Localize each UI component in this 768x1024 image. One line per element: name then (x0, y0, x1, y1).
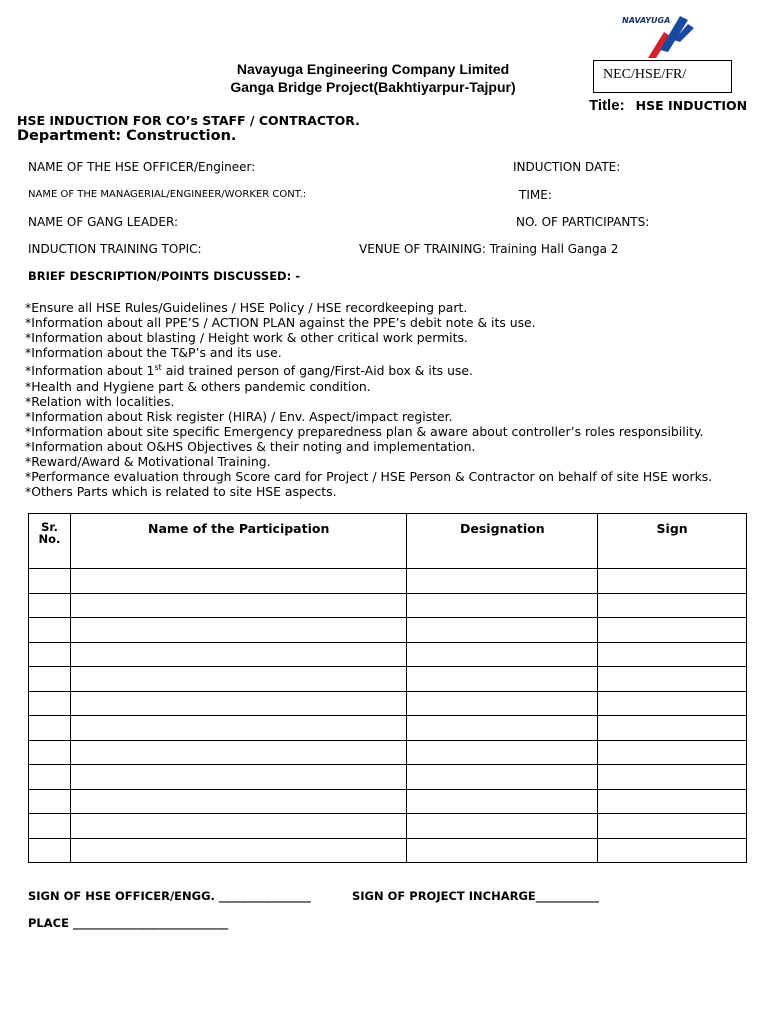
sr-no-cell[interactable] (29, 814, 71, 839)
name-cell[interactable] (70, 814, 406, 839)
point-item: *Health and Hygiene part & others pandemic condition. (25, 378, 371, 394)
training-topic-label: INDUCTION TRAINING TOPIC: (28, 242, 202, 256)
sign-cell[interactable] (598, 789, 747, 814)
table-row (29, 593, 747, 618)
sr-no-cell[interactable] (29, 642, 71, 667)
sign-cell[interactable] (598, 740, 747, 765)
sr-no-cell[interactable] (29, 667, 71, 692)
table-row (29, 667, 747, 692)
name-cell[interactable] (70, 716, 406, 741)
gang-leader-label: NAME OF GANG LEADER: (28, 215, 179, 229)
sign-cell[interactable] (598, 691, 747, 716)
point-item: *Others Parts which is related to site HSE aspects. (25, 484, 337, 500)
sign-cell[interactable] (598, 838, 747, 863)
document-title (589, 95, 747, 114)
participants-count-label: NO. OF PARTICIPANTS: (516, 215, 650, 229)
designation-cell[interactable] (407, 569, 598, 594)
points-list (25, 300, 712, 499)
sr-no-cell[interactable] (29, 618, 71, 643)
table-row (29, 765, 747, 790)
project-name: Ganga Bridge Project(Bakhtiyarpur-Tajpur) (230, 79, 516, 95)
sr-no-cell[interactable] (29, 716, 71, 741)
point-item: *Information about all PPE’S / ACTION PLAN against the PPE’s debit note & its use. (25, 315, 536, 331)
participants-table (28, 513, 747, 863)
sign-cell[interactable] (598, 814, 747, 839)
brief-description-label: BRIEF DESCRIPTION/POINTS DISCUSSED: - (28, 269, 300, 283)
sr-no-cell[interactable] (29, 740, 71, 765)
sign-header: Sign (598, 514, 747, 569)
point-text: *Information about 1 (25, 363, 155, 379)
name-cell[interactable] (70, 618, 406, 643)
designation-cell[interactable] (407, 789, 598, 814)
logo-text: NAVAYUGA (622, 16, 671, 25)
table-row (29, 642, 747, 667)
sign-cell[interactable] (598, 765, 747, 790)
designation-cell[interactable] (407, 740, 598, 765)
title-label: Title: (589, 97, 625, 114)
name-cell[interactable] (70, 691, 406, 716)
sr-no-cell[interactable] (29, 838, 71, 863)
sign-cell[interactable] (598, 593, 747, 618)
point-item: *Information about O&HS Objectives & their noting and implementation. (25, 438, 476, 454)
hse-officer-signature: SIGN OF HSE OFFICER/ENGG. ________________ (28, 889, 311, 903)
sign-cell[interactable] (598, 716, 747, 741)
sr-no-header (29, 514, 71, 569)
reference-number: NEC/HSE/FR/ (603, 67, 687, 82)
point-item: *Reward/Award & Motivational Training. (25, 454, 271, 470)
name-cell[interactable] (70, 642, 406, 667)
sr-no-cell[interactable] (29, 789, 71, 814)
point-item: *Information about site specific Emergency preparedness plan & aware about controller’s roles responsibility. (25, 423, 704, 439)
point-item: *Information about the T&P’s and its use. (25, 345, 282, 361)
reference-number-box (593, 60, 732, 93)
sign-cell[interactable] (598, 642, 747, 667)
name-cell[interactable] (70, 838, 406, 863)
time-label: TIME: (519, 188, 552, 202)
hse-officer-label: NAME OF THE HSE OFFICER/Engineer: (28, 160, 256, 174)
sr-header-line2: No. (38, 532, 61, 546)
name-cell[interactable] (70, 740, 406, 765)
sr-header-line1: Sr. (41, 520, 58, 534)
table-row (29, 569, 747, 594)
point-item: *Information about blasting / Height work & other critical work permits. (25, 330, 468, 346)
project-incharge-signature: SIGN OF PROJECT INCHARGE___________ (352, 889, 600, 903)
designation-cell[interactable] (407, 642, 598, 667)
designation-cell[interactable] (407, 691, 598, 716)
table-row (29, 618, 747, 643)
point-item: *Relation with localities. (25, 393, 175, 409)
name-cell[interactable] (70, 593, 406, 618)
name-cell[interactable] (70, 569, 406, 594)
point-text-rest: aid trained person of gang/First-Aid box & its use. (161, 363, 473, 379)
designation-cell[interactable] (407, 618, 598, 643)
sr-no-cell[interactable] (29, 593, 71, 618)
sign-cell[interactable] (598, 569, 747, 594)
form-heading: HSE INDUCTION FOR CO’s STAFF / CONTRACTOR. (17, 113, 360, 128)
sr-no-cell[interactable] (29, 691, 71, 716)
designation-cell[interactable] (407, 716, 598, 741)
sr-no-cell[interactable] (29, 765, 71, 790)
sign-cell[interactable] (598, 667, 747, 692)
place-field: PLACE ___________________________ (28, 916, 229, 930)
department: Department: Construction. (17, 128, 237, 144)
table-row (29, 838, 747, 863)
name-cell[interactable] (70, 765, 406, 790)
company-name: Navayuga Engineering Company Limited (236, 61, 510, 77)
title-value: HSE INDUCTION (635, 98, 748, 113)
designation-cell[interactable] (407, 814, 598, 839)
sr-no-cell[interactable] (29, 569, 71, 594)
superscript: st (154, 363, 162, 373)
designation-cell[interactable] (407, 765, 598, 790)
table-row (29, 716, 747, 741)
venue-label: VENUE OF TRAINING: Training Hall Ganga 2 (359, 242, 619, 256)
table-row (29, 691, 747, 716)
point-item (25, 360, 712, 378)
table-row (29, 789, 747, 814)
point-item: *Performance evaluation through Score card for Project / HSE Person & Contractor on behalf of site HSE works. (25, 469, 713, 485)
designation-cell[interactable] (407, 838, 598, 863)
sign-cell[interactable] (598, 618, 747, 643)
name-cell[interactable] (70, 789, 406, 814)
designation-cell[interactable] (407, 667, 598, 692)
name-header: Name of the Participation (70, 514, 406, 569)
induction-date-label: INDUCTION DATE: (513, 160, 621, 174)
point-item: *Ensure all HSE Rules/Guidelines / HSE Policy / HSE recordkeeping part. (25, 300, 468, 315)
navayuga-logo (618, 10, 700, 62)
table-header-row (29, 514, 747, 569)
table-row (29, 740, 747, 765)
designation-header: Designation (407, 514, 598, 569)
designation-cell[interactable] (407, 593, 598, 618)
managerial-label: NAME OF THE MANAGERIAL/ENGINEER/WORKER CONT.: (28, 189, 307, 200)
name-cell[interactable] (70, 667, 406, 692)
point-item: *Information about Risk register (HIRA) / Env. Aspect/impact register. (25, 408, 453, 424)
table-row (29, 814, 747, 839)
